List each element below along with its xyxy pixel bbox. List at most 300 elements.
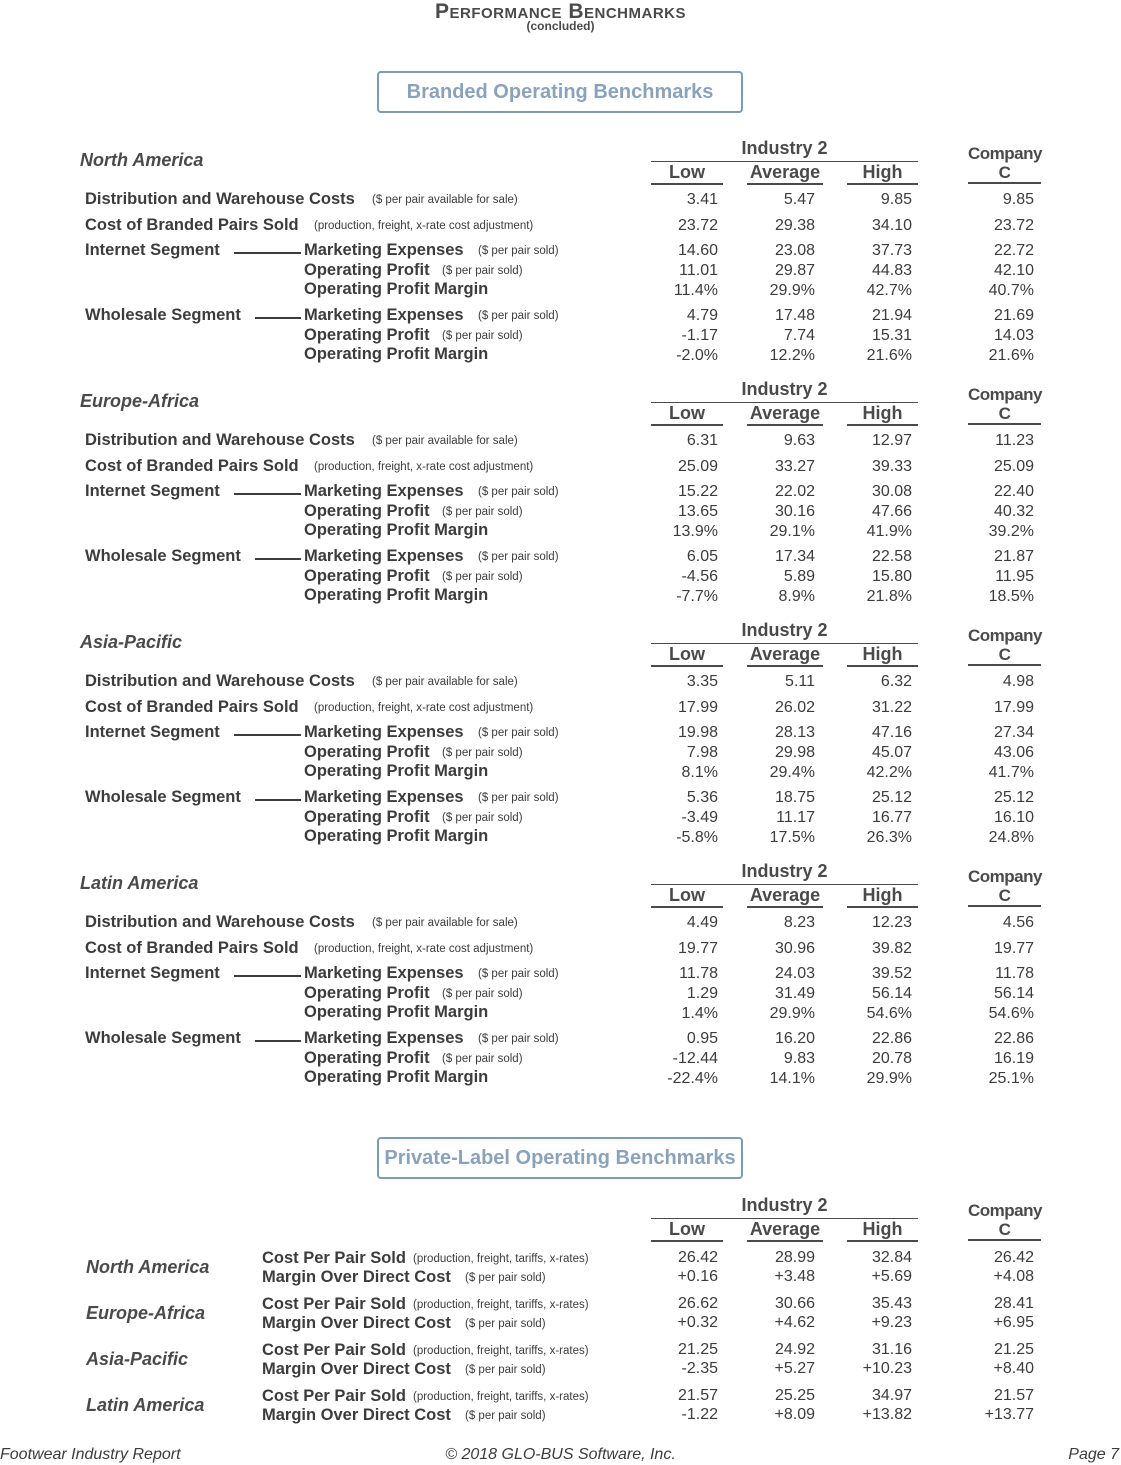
branded-region-2-internet-opm-company-value: 41.7% — [988, 764, 1034, 781]
branded-region-2-internet-mkt-company-value: 27.34 — [993, 724, 1034, 741]
branded-region-0-internet-op-average-value: 29.87 — [774, 262, 815, 279]
branded-region-3-wholesale-op-label: Operating Profit — [304, 1049, 430, 1067]
branded-region-2-industry-header: Industry 2 — [651, 621, 918, 644]
private-label-region-2-cost-high-value: 31.16 — [871, 1341, 912, 1358]
private-label-region-0-margin-label: Margin Over Direct Cost — [262, 1268, 451, 1286]
footer-left: Footwear Industry Report — [0, 1446, 181, 1463]
branded-region-0-wholesale-mkt-high-value: 21.94 — [871, 307, 912, 324]
branded-region-1-wholesale-mkt-company-value: 21.87 — [993, 548, 1034, 565]
page-title: Performance Benchmarks — [434, 0, 686, 23]
branded-region-3-internet-op-company-value: 56.14 — [993, 985, 1034, 1002]
branded-region-2-name: Asia-Pacific — [80, 632, 183, 652]
branded-region-3-internet-label: Internet Segment — [85, 964, 220, 982]
branded-region-1-wholesale-op-note: ($ per pair sold) — [442, 571, 523, 583]
branded-region-3-internet-op-low-value: 1.29 — [686, 985, 718, 1002]
branded-region-2-internet-op-label: Operating Profit — [304, 743, 430, 761]
branded-region-1-wholesale-mkt-label: Marketing Expenses — [304, 547, 464, 565]
private-label-region-0-margin-note: ($ per pair sold) — [465, 1272, 546, 1284]
branded-region-3-internet-mkt-label: Marketing Expenses — [304, 964, 464, 982]
branded-region-2-col-average-header: Average — [747, 643, 823, 667]
private-label-company-header-1: Company — [968, 1201, 1042, 1220]
branded-region-0-internet-op-note: ($ per pair sold) — [442, 265, 523, 277]
branded-region-1-col-average-header: Average — [747, 402, 823, 426]
branded-region-0-internet-op-company-value: 42.10 — [993, 262, 1034, 279]
private-label-region-2-margin-average-value: +5.27 — [774, 1360, 815, 1377]
branded-region-3-dist-note: ($ per pair available for sale) — [372, 917, 518, 929]
private-label-region-3-margin-company-value: +13.77 — [984, 1406, 1034, 1423]
branded-region-2-wholesale-mkt-low-value: 5.36 — [686, 789, 718, 806]
branded-region-2-wholesale-opm-label: Operating Profit Margin — [304, 827, 489, 845]
branded-region-2-cost-high-value: 31.22 — [871, 699, 912, 716]
branded-region-3-internet-op-high-value: 56.14 — [871, 985, 912, 1002]
branded-region-1-internet-opm-average-value: 29.1% — [769, 523, 815, 540]
private-label-region-0-margin-low-value: +0.16 — [677, 1268, 718, 1285]
branded-region-2-wholesale-connector — [255, 799, 301, 801]
private-label-region-3-cost-company-value: 21.57 — [993, 1387, 1034, 1404]
branded-region-3-dist-average-value: 8.23 — [783, 914, 815, 931]
branded-region-0-wholesale-label: Wholesale Segment — [85, 306, 241, 324]
branded-region-1-dist-company-value: 11.23 — [995, 432, 1034, 449]
private-label-region-0-cost-company-value: 26.42 — [993, 1249, 1034, 1266]
branded-section-title-text: Branded Operating Benchmarks — [406, 80, 714, 103]
branded-region-1-internet-opm-low-value: 13.9% — [672, 523, 718, 540]
branded-region-0-dist-note: ($ per pair available for sale) — [372, 194, 518, 206]
branded-region-2-dist-high-value: 6.32 — [880, 673, 912, 690]
branded-region-0-dist-label: Distribution and Warehouse Costs — [85, 190, 355, 208]
private-label-region-1-name: Europe-Africa — [86, 1303, 206, 1323]
branded-region-3-col-high-header: High — [847, 884, 918, 908]
branded-region-0-wholesale-mkt-average-value: 17.48 — [774, 307, 815, 324]
private-label-region-2-margin-high-value: +10.23 — [862, 1360, 912, 1377]
branded-region-2-internet-connector — [234, 734, 301, 736]
private-label-section-title — [377, 1137, 743, 1179]
branded-region-0-cost-label: Cost of Branded Pairs Sold — [85, 216, 299, 234]
branded-region-1-internet-opm-company-value: 39.2% — [988, 523, 1034, 540]
branded-region-0-internet-mkt-low-value: 14.60 — [677, 242, 718, 259]
branded-region-0-wholesale-mkt-note: ($ per pair sold) — [478, 310, 559, 322]
branded-region-2-internet-mkt-low-value: 19.98 — [677, 724, 718, 741]
private-label-region-3-cost-low-value: 21.57 — [677, 1387, 718, 1404]
private-label-region-2-name: Asia-Pacific — [86, 1349, 189, 1369]
private-label-region-3-margin-label: Margin Over Direct Cost — [262, 1406, 451, 1424]
branded-region-3-cost-high-value: 39.82 — [871, 940, 912, 957]
branded-region-3-internet-mkt-average-value: 24.03 — [774, 965, 815, 982]
branded-region-1-dist-high-value: 12.97 — [871, 432, 912, 449]
branded-region-0-dist-low-value: 3.41 — [686, 191, 718, 208]
private-label-region-2-margin-low-value: -2.35 — [681, 1360, 718, 1377]
private-label-region-1-cost-average-value: 30.66 — [774, 1295, 815, 1312]
branded-region-1-internet-mkt-low-value: 15.22 — [677, 483, 718, 500]
branded-region-3-wholesale-label: Wholesale Segment — [85, 1029, 241, 1047]
private-label-company-header-2: C — [998, 1220, 1011, 1239]
branded-region-0-dist-average-value: 5.47 — [783, 191, 815, 208]
branded-region-3-wholesale-op-high-value: 20.78 — [871, 1050, 912, 1067]
branded-region-3-wholesale-mkt-note: ($ per pair sold) — [478, 1033, 559, 1045]
branded-region-3-internet-op-label: Operating Profit — [304, 984, 430, 1002]
branded-region-1-wholesale-opm-company-value: 18.5% — [988, 588, 1034, 605]
branded-region-3-wholesale-mkt-high-value: 22.86 — [871, 1030, 912, 1047]
branded-region-3-wholesale-connector — [255, 1040, 301, 1042]
branded-region-2-dist-note: ($ per pair available for sale) — [372, 676, 518, 688]
branded-region-0-dist-high-value: 9.85 — [880, 191, 912, 208]
branded-region-3-wholesale-op-company-value: 16.19 — [993, 1050, 1034, 1067]
private-label-region-0-cost-average-value: 28.99 — [774, 1249, 815, 1266]
branded-region-3-wholesale-opm-average-value: 14.1% — [769, 1070, 815, 1087]
branded-region-2-internet-label: Internet Segment — [85, 723, 220, 741]
private-label-region-1-cost-note: (production, freight, tariffs, x-rates) — [413, 1299, 589, 1311]
branded-region-3-wholesale-op-note: ($ per pair sold) — [442, 1053, 523, 1065]
branded-region-3-cost-note: (production, freight, x-rate cost adjustment) — [314, 943, 534, 955]
branded-region-3-cost-average-value: 30.96 — [774, 940, 815, 957]
private-label-col-low-header: Low — [651, 1218, 723, 1242]
branded-region-3-wholesale-opm-high-value: 29.9% — [866, 1070, 912, 1087]
private-label-region-1-cost-high-value: 35.43 — [871, 1295, 912, 1312]
branded-region-3-name: Latin America — [80, 873, 199, 893]
private-label-col-average-header: Average — [747, 1218, 823, 1242]
branded-region-1-industry-header: Industry 2 — [651, 380, 918, 403]
branded-region-0-cost-high-value: 34.10 — [871, 217, 912, 234]
private-label-region-3-margin-high-value: +13.82 — [862, 1406, 912, 1423]
branded-region-2-internet-opm-high-value: 42.2% — [866, 764, 912, 781]
branded-region-2-wholesale-op-high-value: 16.77 — [871, 809, 912, 826]
branded-region-2-wholesale-op-average-value: 11.17 — [776, 809, 815, 826]
branded-region-0-cost-company-value: 23.72 — [993, 217, 1034, 234]
branded-region-2-wholesale-opm-low-value: -5.8% — [676, 829, 718, 846]
private-label-region-0-cost-label: Cost Per Pair Sold — [262, 1249, 406, 1267]
branded-region-1-internet-op-label: Operating Profit — [304, 502, 430, 520]
private-label-region-3-margin-note: ($ per pair sold) — [465, 1410, 546, 1422]
private-label-region-2-margin-note: ($ per pair sold) — [465, 1364, 546, 1376]
branded-region-3-internet-opm-high-value: 54.6% — [866, 1005, 912, 1022]
branded-region-0-wholesale-connector — [255, 317, 301, 319]
branded-region-1-wholesale-opm-low-value: -7.7% — [676, 588, 718, 605]
branded-region-1-col-high-header: High — [847, 402, 918, 426]
branded-region-1-wholesale-op-company-value: 11.95 — [995, 568, 1034, 585]
branded-region-0-col-high-header: High — [847, 161, 918, 185]
branded-region-1-internet-connector — [234, 493, 301, 495]
branded-region-2-col-low-header: Low — [651, 643, 723, 667]
branded-region-0-company-underline — [968, 182, 1041, 184]
branded-region-0-wholesale-opm-average-value: 12.2% — [769, 347, 815, 364]
branded-region-2-internet-opm-low-value: 8.1% — [681, 764, 718, 781]
branded-region-1-internet-op-low-value: 13.65 — [677, 503, 718, 520]
footer-center: © 2018 GLO-BUS Software, Inc. — [445, 1446, 676, 1463]
private-label-region-1-cost-company-value: 28.41 — [993, 1295, 1034, 1312]
private-label-region-0-margin-company-value: +4.08 — [993, 1268, 1034, 1285]
branded-region-0-wholesale-op-high-value: 15.31 — [871, 327, 912, 344]
branded-region-2-wholesale-opm-company-value: 24.8% — [988, 829, 1034, 846]
branded-region-2-internet-op-company-value: 43.06 — [993, 744, 1034, 761]
branded-region-0-wholesale-opm-high-value: 21.6% — [866, 347, 912, 364]
footer-right: Page 7 — [1068, 1446, 1119, 1463]
branded-region-3-cost-company-value: 19.77 — [993, 940, 1034, 957]
branded-region-1-dist-low-value: 6.31 — [686, 432, 718, 449]
private-label-section-title-text: Private-Label Operating Benchmarks — [384, 1146, 736, 1169]
branded-region-2-wholesale-label: Wholesale Segment — [85, 788, 241, 806]
branded-region-2-internet-opm-average-value: 29.4% — [769, 764, 815, 781]
branded-region-0-internet-mkt-high-value: 37.73 — [871, 242, 912, 259]
branded-region-1-cost-high-value: 39.33 — [871, 458, 912, 475]
branded-region-3-internet-opm-low-value: 1.4% — [681, 1005, 718, 1022]
private-label-region-1-margin-high-value: +9.23 — [871, 1314, 912, 1331]
branded-region-1-internet-opm-high-value: 41.9% — [866, 523, 912, 540]
branded-region-3-internet-opm-average-value: 29.9% — [769, 1005, 815, 1022]
branded-region-2-cost-note: (production, freight, x-rate cost adjustment) — [314, 702, 534, 714]
branded-region-0-internet-op-label: Operating Profit — [304, 261, 430, 279]
branded-region-3-internet-mkt-company-value: 11.78 — [995, 965, 1034, 982]
branded-region-1-cost-low-value: 25.09 — [677, 458, 718, 475]
private-label-region-1-margin-average-value: +4.62 — [774, 1314, 815, 1331]
branded-region-1-internet-mkt-label: Marketing Expenses — [304, 482, 464, 500]
branded-region-2-wholesale-mkt-high-value: 25.12 — [871, 789, 912, 806]
branded-region-2-internet-mkt-note: ($ per pair sold) — [478, 727, 559, 739]
branded-region-3-internet-mkt-high-value: 39.52 — [871, 965, 912, 982]
branded-region-2-dist-low-value: 3.35 — [686, 673, 718, 690]
branded-region-2-wholesale-op-note: ($ per pair sold) — [442, 812, 523, 824]
branded-region-0-cost-note: (production, freight, x-rate cost adjustment) — [314, 220, 534, 232]
branded-region-3-internet-mkt-note: ($ per pair sold) — [478, 968, 559, 980]
private-label-region-1-cost-label: Cost Per Pair Sold — [262, 1295, 406, 1313]
branded-region-0-internet-opm-high-value: 42.7% — [866, 282, 912, 299]
branded-region-3-internet-connector — [234, 975, 301, 977]
private-label-region-2-cost-low-value: 21.25 — [677, 1341, 718, 1358]
branded-region-2-wholesale-mkt-average-value: 18.75 — [774, 789, 815, 806]
branded-region-2-wholesale-op-company-value: 16.10 — [993, 809, 1034, 826]
private-label-region-0-cost-note: (production, freight, tariffs, x-rates) — [413, 1253, 589, 1265]
private-label-region-1-margin-company-value: +6.95 — [993, 1314, 1034, 1331]
private-label-col-high-header: High — [847, 1218, 918, 1242]
branded-region-1-internet-op-company-value: 40.32 — [993, 503, 1034, 520]
branded-region-1-dist-note: ($ per pair available for sale) — [372, 435, 518, 447]
branded-section-title — [377, 71, 743, 113]
private-label-industry-header: Industry 2 — [651, 1196, 918, 1219]
private-label-region-3-cost-average-value: 25.25 — [774, 1387, 815, 1404]
branded-region-0-internet-opm-low-value: 11.4% — [673, 282, 718, 299]
branded-region-1-company-header-2: C — [998, 404, 1011, 423]
private-label-region-3-name: Latin America — [86, 1395, 205, 1415]
branded-region-3-wholesale-opm-label: Operating Profit Margin — [304, 1068, 489, 1086]
branded-region-0-wholesale-mkt-label: Marketing Expenses — [304, 306, 464, 324]
branded-region-3-dist-low-value: 4.49 — [686, 914, 718, 931]
branded-region-1-wholesale-opm-label: Operating Profit Margin — [304, 586, 489, 604]
branded-region-3-industry-header: Industry 2 — [651, 862, 918, 885]
branded-region-3-wholesale-op-low-value: -12.44 — [672, 1050, 718, 1067]
branded-region-0-company-header-1: Company — [968, 144, 1042, 163]
branded-region-1-internet-mkt-high-value: 30.08 — [871, 483, 912, 500]
branded-region-2-internet-mkt-high-value: 47.16 — [871, 724, 912, 741]
private-label-region-3-cost-label: Cost Per Pair Sold — [262, 1387, 406, 1405]
branded-region-3-wholesale-opm-company-value: 25.1% — [988, 1070, 1034, 1087]
branded-region-1-company-underline — [968, 423, 1041, 425]
private-label-region-2-cost-note: (production, freight, tariffs, x-rates) — [413, 1345, 589, 1357]
branded-region-0-wholesale-op-note: ($ per pair sold) — [442, 330, 523, 342]
branded-region-1-wholesale-op-high-value: 15.80 — [871, 568, 912, 585]
branded-region-2-cost-average-value: 26.02 — [774, 699, 815, 716]
branded-region-1-wholesale-op-label: Operating Profit — [304, 567, 430, 585]
private-label-region-2-margin-company-value: +8.40 — [993, 1360, 1034, 1377]
branded-region-0-name: North America — [80, 150, 204, 170]
branded-region-1-wholesale-op-low-value: -4.56 — [681, 568, 718, 585]
branded-region-0-wholesale-opm-label: Operating Profit Margin — [304, 345, 489, 363]
branded-region-2-cost-label: Cost of Branded Pairs Sold — [85, 698, 299, 716]
branded-region-3-dist-label: Distribution and Warehouse Costs — [85, 913, 355, 931]
private-label-region-2-cost-company-value: 21.25 — [993, 1341, 1034, 1358]
branded-region-0-internet-mkt-label: Marketing Expenses — [304, 241, 464, 259]
branded-region-1-internet-mkt-average-value: 22.02 — [774, 483, 815, 500]
branded-region-1-col-low-header: Low — [651, 402, 723, 426]
branded-region-0-industry-header: Industry 2 — [651, 139, 918, 162]
branded-region-0-dist-company-value: 9.85 — [1002, 191, 1034, 208]
branded-region-1-internet-op-high-value: 47.66 — [871, 503, 912, 520]
branded-region-0-cost-low-value: 23.72 — [677, 217, 718, 234]
private-label-region-1-margin-note: ($ per pair sold) — [465, 1318, 546, 1330]
branded-region-2-company-header-2: C — [998, 645, 1011, 664]
branded-region-3-dist-high-value: 12.23 — [871, 914, 912, 931]
branded-region-3-cost-label: Cost of Branded Pairs Sold — [85, 939, 299, 957]
branded-region-3-company-header-1: Company — [968, 867, 1042, 886]
branded-region-0-cost-average-value: 29.38 — [774, 217, 815, 234]
branded-region-0-wholesale-op-company-value: 14.03 — [993, 327, 1034, 344]
private-label-region-0-cost-low-value: 26.42 — [677, 1249, 718, 1266]
branded-region-2-internet-mkt-average-value: 28.13 — [774, 724, 815, 741]
branded-region-1-wholesale-label: Wholesale Segment — [85, 547, 241, 565]
branded-region-2-wholesale-op-label: Operating Profit — [304, 808, 430, 826]
branded-region-0-col-low-header: Low — [651, 161, 723, 185]
branded-region-1-internet-mkt-company-value: 22.40 — [993, 483, 1034, 500]
branded-region-0-internet-mkt-average-value: 23.08 — [774, 242, 815, 259]
branded-region-0-internet-mkt-note: ($ per pair sold) — [478, 245, 559, 257]
branded-region-2-internet-op-high-value: 45.07 — [871, 744, 912, 761]
branded-region-2-internet-op-low-value: 7.98 — [686, 744, 718, 761]
branded-region-2-company-underline — [968, 664, 1041, 666]
branded-region-3-cost-low-value: 19.77 — [677, 940, 718, 957]
branded-region-0-wholesale-op-low-value: -1.17 — [681, 327, 718, 344]
branded-region-2-cost-low-value: 17.99 — [677, 699, 718, 716]
branded-region-2-internet-mkt-label: Marketing Expenses — [304, 723, 464, 741]
branded-region-0-internet-connector — [234, 252, 301, 254]
branded-region-0-wholesale-opm-company-value: 21.6% — [988, 347, 1034, 364]
branded-region-1-wholesale-op-average-value: 5.89 — [783, 568, 815, 585]
branded-region-2-wholesale-mkt-company-value: 25.12 — [993, 789, 1034, 806]
branded-region-0-wholesale-mkt-low-value: 4.79 — [686, 307, 718, 324]
private-label-region-2-margin-label: Margin Over Direct Cost — [262, 1360, 451, 1378]
branded-region-1-name: Europe-Africa — [80, 391, 200, 411]
page-subtitle: (concluded) — [526, 19, 595, 33]
branded-region-2-dist-company-value: 4.98 — [1002, 673, 1034, 690]
private-label-region-0-margin-high-value: +5.69 — [871, 1268, 912, 1285]
branded-region-0-company-header-2: C — [998, 163, 1011, 182]
branded-region-3-internet-op-note: ($ per pair sold) — [442, 988, 523, 1000]
branded-region-0-internet-opm-label: Operating Profit Margin — [304, 280, 489, 298]
branded-region-0-wholesale-op-label: Operating Profit — [304, 326, 430, 344]
branded-region-0-wholesale-opm-low-value: -2.0% — [676, 347, 718, 364]
branded-region-1-internet-op-note: ($ per pair sold) — [442, 506, 523, 518]
branded-region-3-col-low-header: Low — [651, 884, 723, 908]
private-label-region-2-cost-average-value: 24.92 — [774, 1341, 815, 1358]
branded-region-1-wholesale-mkt-note: ($ per pair sold) — [478, 551, 559, 563]
branded-region-1-cost-average-value: 33.27 — [774, 458, 815, 475]
private-label-company-underline — [968, 1239, 1041, 1241]
private-label-region-1-margin-low-value: +0.32 — [677, 1314, 718, 1331]
branded-region-0-internet-op-high-value: 44.83 — [871, 262, 912, 279]
branded-region-0-internet-mkt-company-value: 22.72 — [993, 242, 1034, 259]
branded-region-3-company-underline — [968, 905, 1041, 907]
branded-region-1-company-header-1: Company — [968, 385, 1042, 404]
branded-region-2-internet-op-average-value: 29.98 — [774, 744, 815, 761]
branded-region-1-internet-opm-label: Operating Profit Margin — [304, 521, 489, 539]
branded-region-1-wholesale-opm-high-value: 21.8% — [866, 588, 912, 605]
branded-region-1-wholesale-opm-average-value: 8.9% — [778, 588, 815, 605]
private-label-region-3-cost-high-value: 34.97 — [871, 1387, 912, 1404]
branded-region-2-wholesale-mkt-note: ($ per pair sold) — [478, 792, 559, 804]
branded-region-1-internet-mkt-note: ($ per pair sold) — [478, 486, 559, 498]
branded-region-3-wholesale-mkt-company-value: 22.86 — [993, 1030, 1034, 1047]
branded-region-0-col-average-header: Average — [747, 161, 823, 185]
branded-region-3-wholesale-mkt-low-value: 0.95 — [686, 1030, 718, 1047]
branded-region-2-wholesale-opm-high-value: 26.3% — [866, 829, 912, 846]
branded-region-1-wholesale-mkt-low-value: 6.05 — [686, 548, 718, 565]
private-label-region-3-cost-note: (production, freight, tariffs, x-rates) — [413, 1391, 589, 1403]
private-label-region-2-cost-label: Cost Per Pair Sold — [262, 1341, 406, 1359]
private-label-region-1-margin-label: Margin Over Direct Cost — [262, 1314, 451, 1332]
branded-region-1-cost-company-value: 25.09 — [993, 458, 1034, 475]
branded-region-1-cost-note: (production, freight, x-rate cost adjustment) — [314, 461, 534, 473]
branded-region-3-wholesale-mkt-label: Marketing Expenses — [304, 1029, 464, 1047]
branded-region-3-wholesale-opm-low-value: -22.4% — [667, 1070, 718, 1087]
branded-region-3-internet-opm-company-value: 54.6% — [988, 1005, 1034, 1022]
branded-region-3-internet-mkt-low-value: 11.78 — [679, 965, 718, 982]
branded-region-0-internet-opm-average-value: 29.9% — [769, 282, 815, 299]
branded-region-3-col-average-header: Average — [747, 884, 823, 908]
branded-region-2-company-header-1: Company — [968, 626, 1042, 645]
branded-region-1-dist-label: Distribution and Warehouse Costs — [85, 431, 355, 449]
branded-region-3-internet-op-average-value: 31.49 — [774, 985, 815, 1002]
branded-region-2-internet-op-note: ($ per pair sold) — [442, 747, 523, 759]
private-label-region-0-name: North America — [86, 1257, 210, 1277]
branded-region-0-internet-op-low-value: 11.01 — [679, 262, 718, 279]
branded-region-2-dist-label: Distribution and Warehouse Costs — [85, 672, 355, 690]
branded-region-1-cost-label: Cost of Branded Pairs Sold — [85, 457, 299, 475]
branded-region-0-internet-label: Internet Segment — [85, 241, 220, 259]
branded-region-3-wholesale-mkt-average-value: 16.20 — [774, 1030, 815, 1047]
private-label-region-1-cost-low-value: 26.62 — [677, 1295, 718, 1312]
branded-region-3-company-header-2: C — [998, 886, 1011, 905]
private-label-region-3-margin-low-value: -1.22 — [681, 1406, 718, 1423]
private-label-region-0-margin-average-value: +3.48 — [774, 1268, 815, 1285]
branded-region-3-wholesale-op-average-value: 9.83 — [783, 1050, 815, 1067]
private-label-region-3-margin-average-value: +8.09 — [774, 1406, 815, 1423]
branded-region-1-internet-label: Internet Segment — [85, 482, 220, 500]
branded-region-2-col-high-header: High — [847, 643, 918, 667]
branded-region-1-dist-average-value: 9.63 — [783, 432, 815, 449]
branded-region-0-wholesale-op-average-value: 7.74 — [783, 327, 815, 344]
branded-region-0-wholesale-mkt-company-value: 21.69 — [993, 307, 1034, 324]
branded-region-1-wholesale-connector — [255, 558, 301, 560]
branded-region-0-internet-opm-company-value: 40.7% — [988, 282, 1034, 299]
branded-region-2-internet-opm-label: Operating Profit Margin — [304, 762, 489, 780]
branded-region-1-wholesale-mkt-average-value: 17.34 — [774, 548, 815, 565]
branded-region-2-wholesale-opm-average-value: 17.5% — [769, 829, 815, 846]
private-label-region-0-cost-high-value: 32.84 — [871, 1249, 912, 1266]
branded-region-2-wholesale-op-low-value: -3.49 — [681, 809, 718, 826]
branded-region-1-wholesale-mkt-high-value: 22.58 — [871, 548, 912, 565]
branded-region-3-internet-opm-label: Operating Profit Margin — [304, 1003, 489, 1021]
branded-region-2-wholesale-mkt-label: Marketing Expenses — [304, 788, 464, 806]
branded-region-2-cost-company-value: 17.99 — [993, 699, 1034, 716]
branded-region-3-dist-company-value: 4.56 — [1002, 914, 1034, 931]
branded-region-2-dist-average-value: 5.11 — [785, 673, 815, 690]
branded-region-1-internet-op-average-value: 30.16 — [774, 503, 815, 520]
